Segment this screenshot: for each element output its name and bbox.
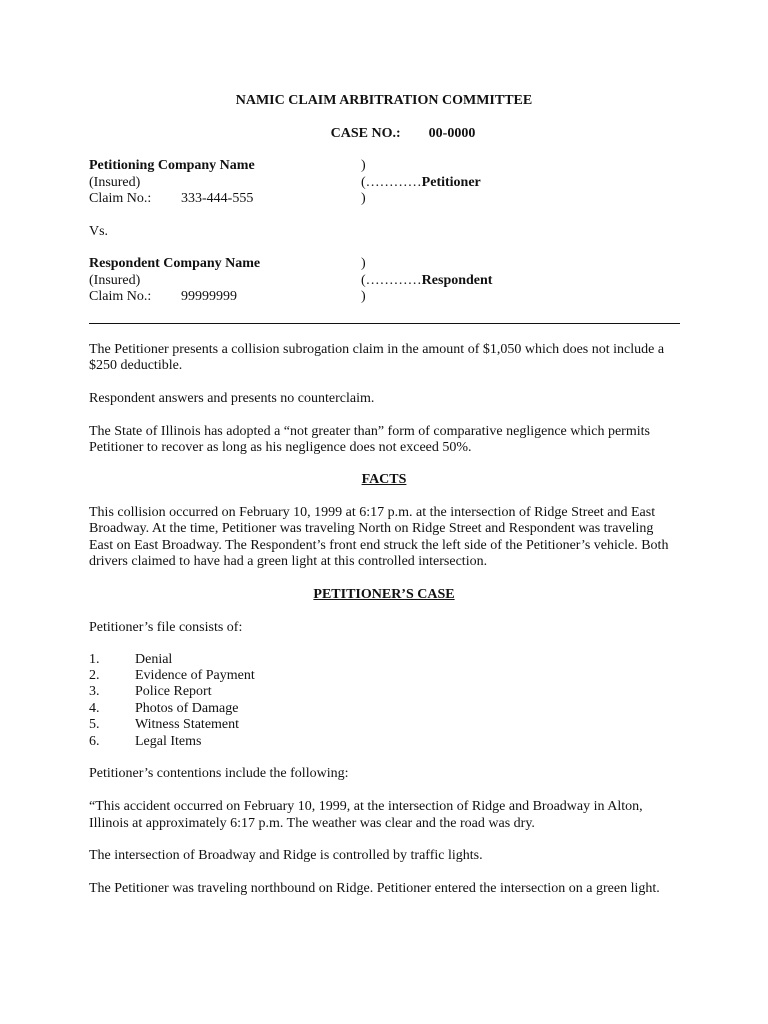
petitioner-role-line: [361, 175, 481, 192]
respondent-role: Respondent: [421, 273, 493, 288]
respondent-role-line: [361, 273, 492, 290]
traveling-paragraph: The Petitioner was traveling northbound on Ridge. Petitioner entered the intersection on a green light.: [89, 881, 660, 896]
committee-title: NAMIC CLAIM ARBITRATION COMMITTEE: [235, 93, 533, 108]
horizontal-divider: [89, 323, 680, 324]
list-item: Denial: [135, 652, 173, 667]
petitioner-bracket-top: ): [361, 158, 366, 173]
list-item: Witness Statement: [135, 717, 240, 732]
case-label: CASE NO.:: [330, 126, 401, 141]
petitioner-company-name: Petitioning Company Name: [89, 158, 255, 173]
respondent-claim-label: Claim No.:: [89, 289, 152, 304]
petitioner-role-prefix: (…………: [361, 175, 422, 190]
file-intro: Petitioner’s file consists of:: [89, 620, 243, 635]
petitioner-role: Petitioner: [421, 175, 481, 190]
list-item-number: 5.: [89, 717, 100, 732]
quote-line-1: “This accident occurred on February 10, 1999, at the intersection of Ridge and Broadway in Alton,: [89, 799, 643, 814]
list-item-number: 1.: [89, 652, 100, 667]
petitioner-bracket-bottom: ): [361, 191, 366, 206]
facts-line-3: East on East Broadway. The Respondent’s front end struck the left side of the Petitioner’s vehicle. Both: [89, 538, 669, 553]
versus-text: Vs.: [89, 224, 109, 239]
respondent-claim-number: 99999999: [181, 289, 237, 304]
case-number: 00-0000: [428, 126, 476, 141]
list-item: Police Report: [135, 684, 212, 699]
quote-line-2: Illinois at approximately 6:17 p.m. The weather was clear and the road was dry.: [89, 816, 535, 831]
intersection-paragraph: The intersection of Broadway and Ridge is controlled by traffic lights.: [89, 848, 483, 863]
respondent-company-name: Respondent Company Name: [89, 256, 261, 271]
facts-line-2: Broadway. At the time, Petitioner was traveling North on Ridge Street and Respondent was traveling: [89, 521, 654, 536]
intro-paragraph-1-line-1: The Petitioner presents a collision subrogation claim in the amount of $1,050 which does not include a: [89, 342, 665, 357]
list-item-number: 6.: [89, 734, 100, 749]
list-item-number: 2.: [89, 668, 100, 683]
list-item: Photos of Damage: [135, 701, 239, 716]
petitioners-case-heading: PETITIONER’S CASE: [313, 587, 455, 602]
petitioner-insured: (Insured): [89, 175, 141, 190]
facts-heading: FACTS: [361, 472, 407, 487]
facts-line-4: drivers claimed to have had a green light at this controlled intersection.: [89, 554, 488, 569]
petitioner-claim-number: 333-444-555: [181, 191, 254, 206]
contentions-intro: Petitioner’s contentions include the following:: [89, 766, 349, 781]
list-item: Legal Items: [135, 734, 202, 749]
case-number-line: [0, 126, 768, 143]
list-item-number: 4.: [89, 701, 100, 716]
respondent-bracket-bottom: ): [361, 289, 366, 304]
list-item-number: 3.: [89, 684, 100, 699]
intro-paragraph-3-line-2: Petitioner to recover as long as his negligence does not exceed 50%.: [89, 440, 472, 455]
intro-paragraph-2: Respondent answers and presents no counterclaim.: [89, 391, 375, 406]
intro-paragraph-1-line-2: $250 deductible.: [89, 358, 183, 373]
facts-line-1: This collision occurred on February 10, 1999 at 6:17 p.m. at the intersection of Ridge Street and East: [89, 505, 656, 520]
list-item: Evidence of Payment: [135, 668, 255, 683]
respondent-bracket-top: ): [361, 256, 366, 271]
respondent-role-prefix: (…………: [361, 273, 422, 288]
intro-paragraph-3-line-1: The State of Illinois has adopted a “not greater than” form of comparative negligence which permits: [89, 424, 650, 439]
respondent-insured: (Insured): [89, 273, 141, 288]
petitioner-claim-label: Claim No.:: [89, 191, 152, 206]
